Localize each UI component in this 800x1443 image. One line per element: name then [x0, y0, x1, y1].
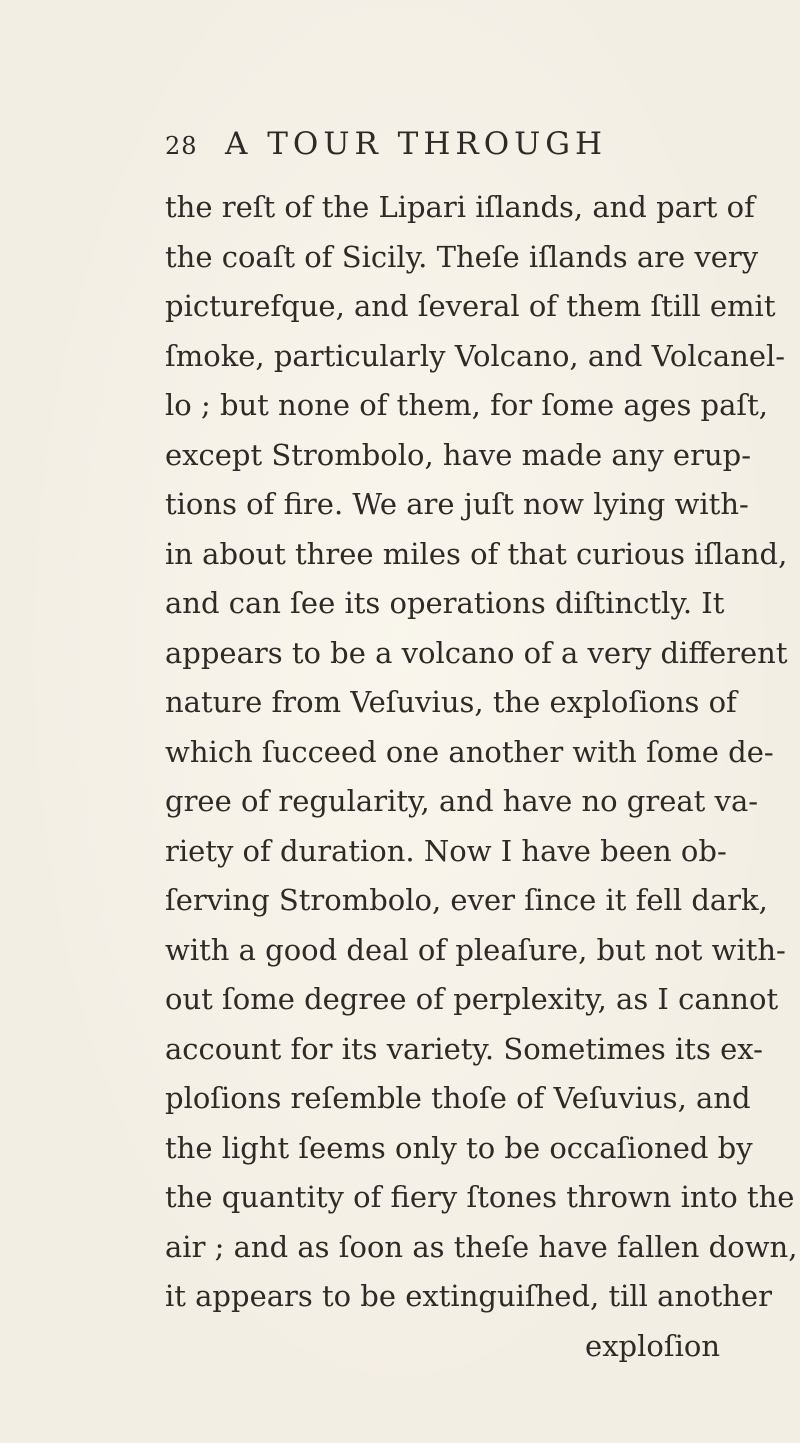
text-line: out ſome degree of perplexity, as I cannot — [165, 982, 779, 1016]
text-line: tions of fire. We are juſt now lying with- — [165, 487, 749, 521]
text-line: ſerving Strombolo, ever ſince it fell dark, — [165, 883, 768, 917]
text-line: and can ſee its operations diſtinctly. It — [165, 586, 725, 620]
text-line: the light ſeems only to be occaſioned by — [165, 1130, 753, 1165]
body-text — [165, 183, 798, 1371]
text-line: ſmoke, particularly Volcano, and Volcanel- — [165, 338, 786, 373]
text-line: lo ; but none of them, for ſome ages paſt, — [165, 388, 769, 422]
page-header — [165, 126, 607, 170]
text-line: with a good deal of pleaſure, but not with- — [165, 932, 786, 967]
catchword: exploſion — [585, 1328, 720, 1363]
text-line: nature from Veſuvius, the exploſions of — [165, 685, 737, 719]
text-line: account for its variety. Sometimes its ex- — [165, 1031, 763, 1066]
text-line: which ſucceed one another with ſome de- — [165, 734, 774, 769]
text-line: the coaſt of Sicily. Theſe iſlands are very — [165, 239, 759, 274]
text-line: ploſions reſemble thoſe of Veſuvius, and — [165, 1081, 751, 1115]
text-line: the quantity of fiery ſtones thrown into the — [165, 1180, 795, 1214]
text-line: the reſt of the Lipari iſlands, and part of — [165, 190, 755, 224]
text-line: it appears to be extinguiſhed, till another — [165, 1279, 772, 1313]
text-line: appears to be a volcano of a very different — [165, 635, 788, 670]
text-line: air ; and as ſoon as theſe have fallen down, — [165, 1229, 798, 1264]
text-line: except Strombolo, have made any erup- — [165, 437, 751, 472]
text-line: picturefque, and ſeveral of them ſtill emit — [165, 289, 776, 323]
text-line: gree of regularity, and have no great va- — [165, 784, 759, 818]
page-number: 28 — [165, 132, 198, 160]
text-line: riety of duration. Now I have been ob- — [165, 833, 727, 868]
running-head: A TOUR THROUGH — [225, 126, 608, 162]
text-line: in about three miles of that curious iſland, — [165, 536, 788, 571]
